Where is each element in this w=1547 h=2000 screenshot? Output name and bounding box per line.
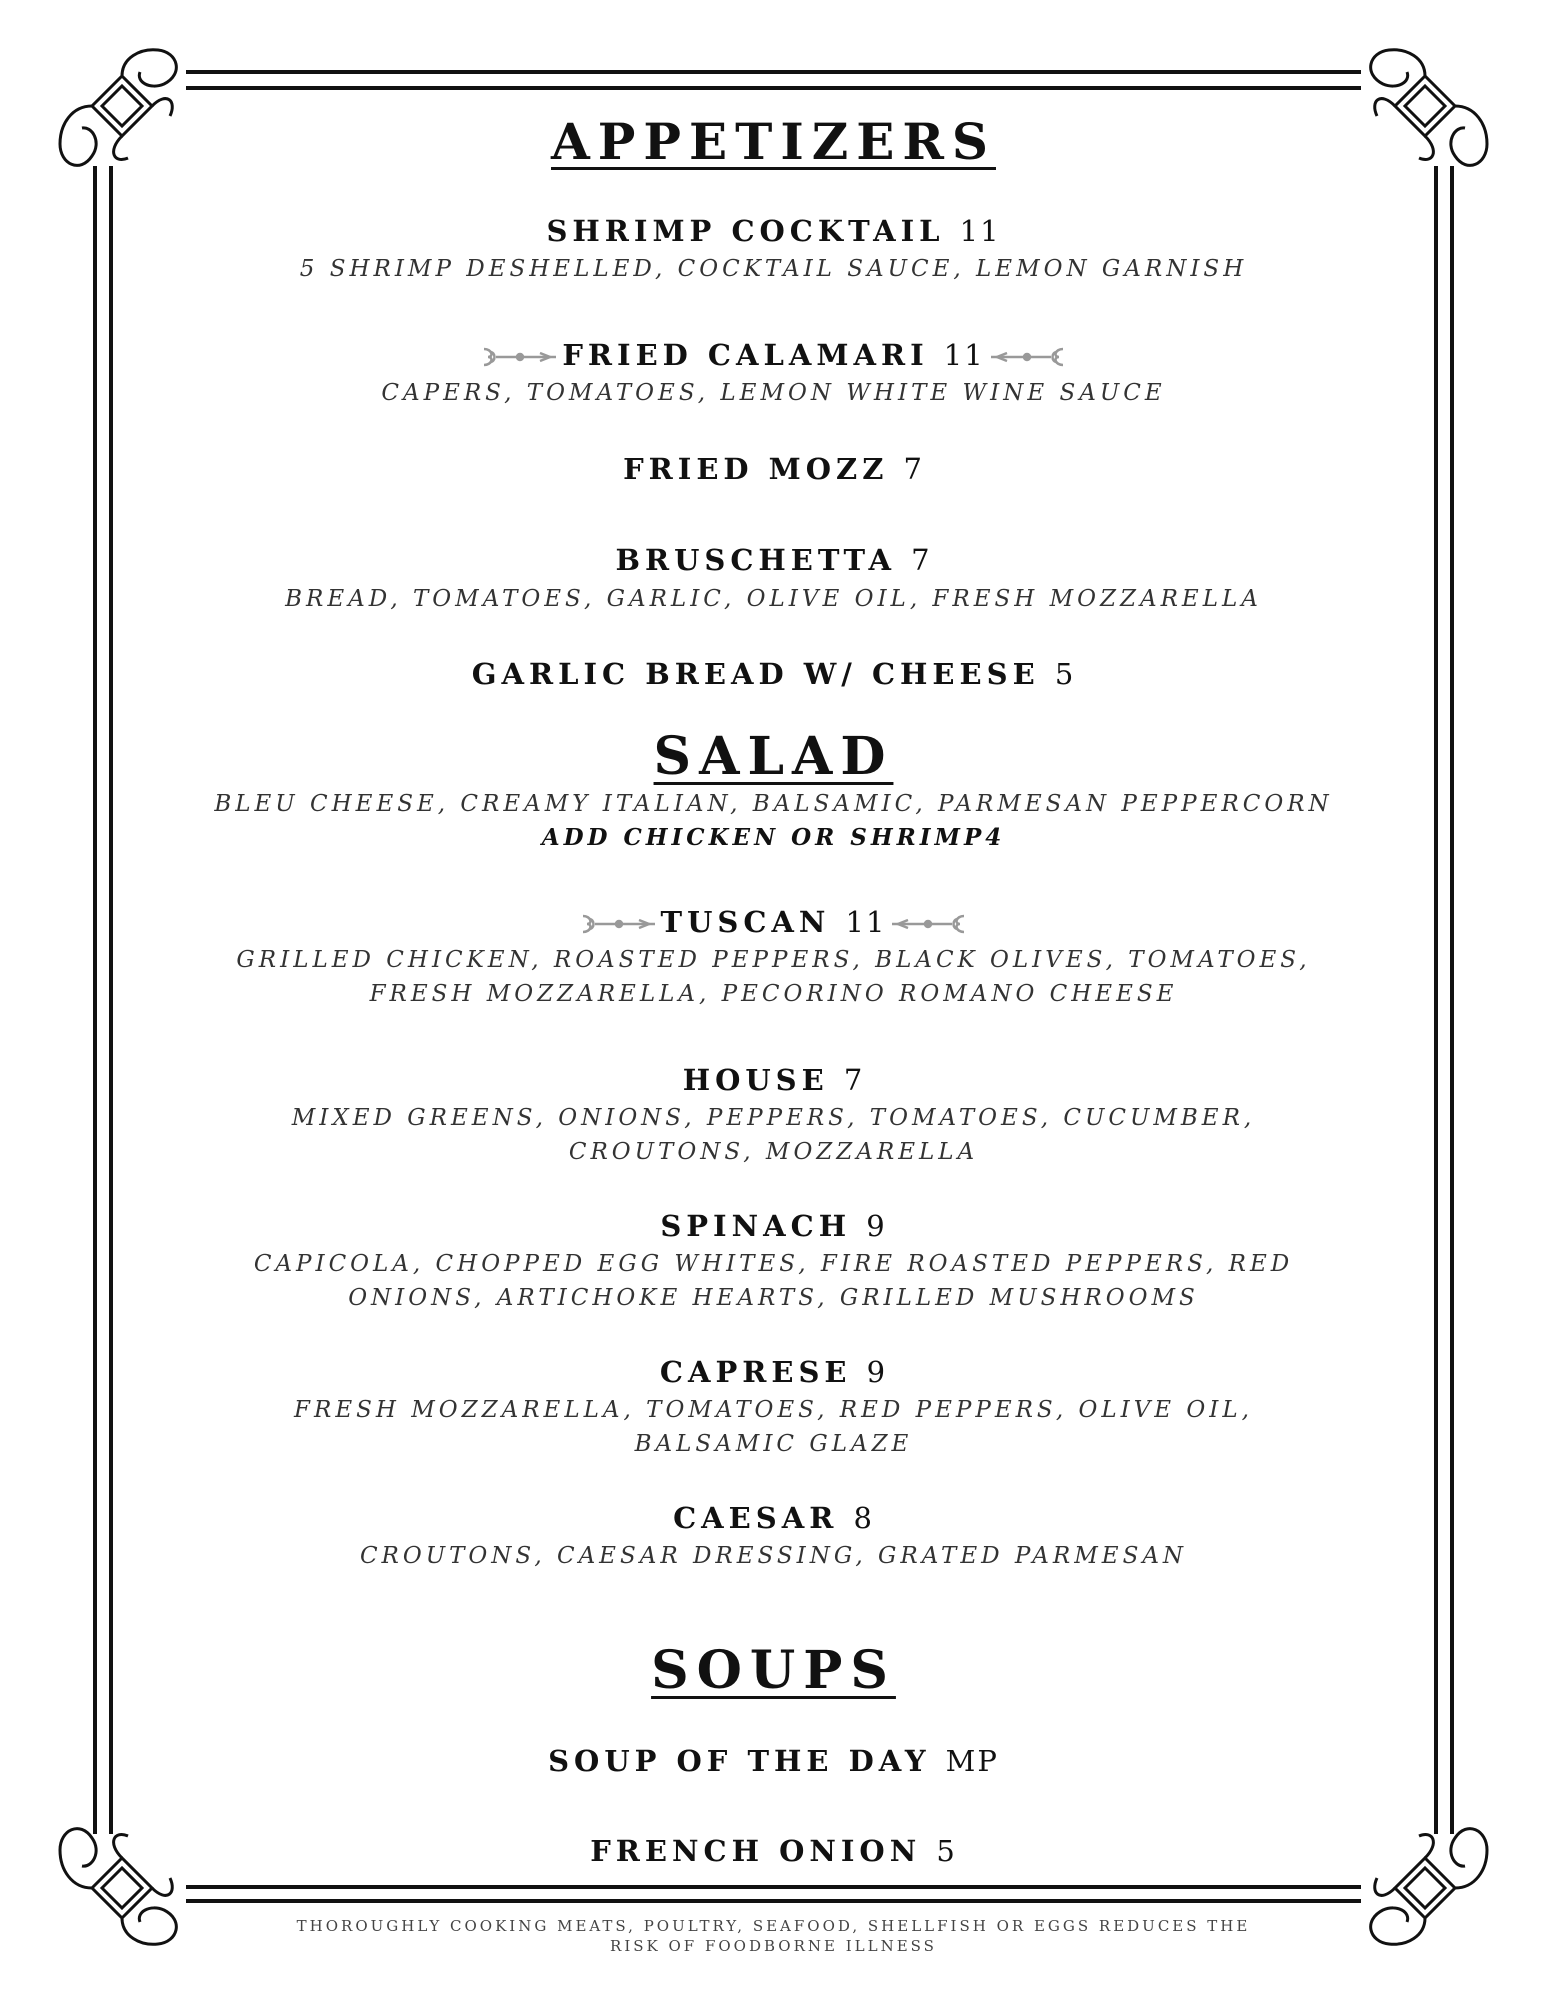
item-name-text: FRENCH ONION	[590, 1834, 922, 1868]
item-description: CAPICOLA, CHOPPED EGG WHITES, FIRE ROASTED PEPPERS, RED	[253, 1251, 1294, 1277]
item-name-text: BRUSCHETTA	[615, 543, 896, 577]
item-name-text: FRIED MOZZ	[623, 452, 889, 486]
item-price: 9	[866, 1355, 888, 1389]
ornamental-corner-icon	[52, 1808, 192, 1948]
menu-item-name	[140, 214, 1407, 248]
footer-line: RISK OF FOODBORNE ILLNESS	[610, 1937, 937, 1955]
menu-item-name	[140, 452, 1407, 486]
menu-item-name	[140, 338, 1407, 372]
salad-dressings: BLEU CHEESE, CREAMY ITALIAN, BALSAMIC, PARMESAN PEPPERCORN	[214, 791, 1333, 817]
item-price: 7	[843, 1063, 865, 1097]
item-description: CAPERS, TOMATOES, LEMON WHITE WINE SAUCE	[381, 380, 1166, 406]
item-name-text: FRIED CALAMARI	[562, 338, 929, 372]
frame-top-line	[186, 70, 1361, 74]
frame-bottom-line	[186, 1885, 1361, 1889]
frame-left-line	[109, 166, 113, 1834]
frame-right-line	[1434, 166, 1438, 1834]
menu-item-name	[140, 1834, 1407, 1868]
ornamental-corner-icon	[1355, 1808, 1495, 1948]
item-description: BREAD, TOMATOES, GARLIC, OLIVE OIL, FRESH MOZZARELLA	[285, 586, 1262, 612]
item-name-text: SHRIMP COCKTAIL	[546, 214, 945, 248]
menu-item-name	[140, 657, 1407, 691]
item-name-text: CAPRESE	[659, 1355, 852, 1389]
flourish-icon	[480, 344, 560, 370]
flourish-icon	[888, 911, 968, 937]
frame-bottom-line	[186, 1899, 1361, 1903]
salad-addon-text: ADD CHICKEN OR SHRIMP	[541, 824, 986, 851]
item-price: 5	[1054, 657, 1076, 691]
item-description: MIXED GREENS, ONIONS, PEPPERS, TOMATOES, CUCUMBER,	[291, 1105, 1256, 1131]
menu-item-name	[140, 1209, 1407, 1243]
menu-item-name	[140, 1063, 1407, 1097]
flourish-icon	[579, 911, 659, 937]
menu-item-name	[140, 543, 1407, 577]
item-price: 8	[853, 1501, 874, 1535]
item-price: 7	[903, 452, 924, 486]
menu-item-name	[140, 1744, 1407, 1778]
item-description: GRILLED CHICKEN, ROASTED PEPPERS, BLACK OLIVES, TOMATOES,	[236, 947, 1311, 973]
menu-item-name	[140, 1355, 1407, 1389]
item-name-text: HOUSE	[682, 1063, 829, 1097]
item-description: CROUTONS, MOZZARELLA	[568, 1139, 979, 1165]
flourish-icon	[987, 344, 1067, 370]
menu-item-name	[140, 1501, 1407, 1535]
item-price: 11	[943, 338, 985, 372]
salad-addon	[140, 821, 1407, 855]
item-price: 7	[911, 543, 932, 577]
item-name-text: SOUP OF THE DAY	[548, 1744, 931, 1778]
item-price: 11	[959, 214, 1001, 248]
item-name-text: CAESAR	[673, 1501, 839, 1535]
item-price: 5	[936, 1834, 957, 1868]
item-name-text: GARLIC BREAD W/ CHEESE	[471, 657, 1040, 691]
item-description: FRESH MOZZARELLA, PECORINO ROMANO CHEESE	[369, 981, 1178, 1007]
menu-item-name	[140, 905, 1407, 939]
item-description: ONIONS, ARTICHOKE HEARTS, GRILLED MUSHROOMS	[348, 1285, 1199, 1311]
section-title-salad: SALAD	[653, 726, 894, 787]
frame-top-line	[186, 86, 1361, 90]
frame-left-line	[93, 166, 97, 1834]
salad-addon-price: 4	[985, 824, 1006, 851]
item-name-text: TUSCAN	[660, 905, 831, 939]
footer-line: THOROUGHLY COOKING MEATS, POULTRY, SEAFOOD, SHELLFISH OR EGGS REDUCES THE	[296, 1917, 1251, 1935]
item-price: 11	[845, 905, 887, 939]
section-title-soups: SOUPS	[651, 1640, 896, 1701]
item-description: BALSAMIC GLAZE	[634, 1431, 913, 1457]
item-price: 9	[866, 1209, 887, 1243]
item-name-text: SPINACH	[660, 1209, 852, 1243]
item-description: 5 SHRIMP DESHELLED, COCKTAIL SAUCE, LEMON GARNISH	[299, 256, 1248, 282]
item-description: FRESH MOZZARELLA, TOMATOES, RED PEPPERS, OLIVE OIL,	[294, 1397, 1253, 1423]
frame-right-line	[1450, 166, 1454, 1834]
item-price: MP	[945, 1744, 999, 1778]
food-safety-notice	[240, 1916, 1307, 1956]
item-description: CROUTONS, CAESAR DRESSING, GRATED PARMESAN	[359, 1543, 1188, 1569]
section-title-appetizers: APPETIZERS	[551, 112, 996, 171]
